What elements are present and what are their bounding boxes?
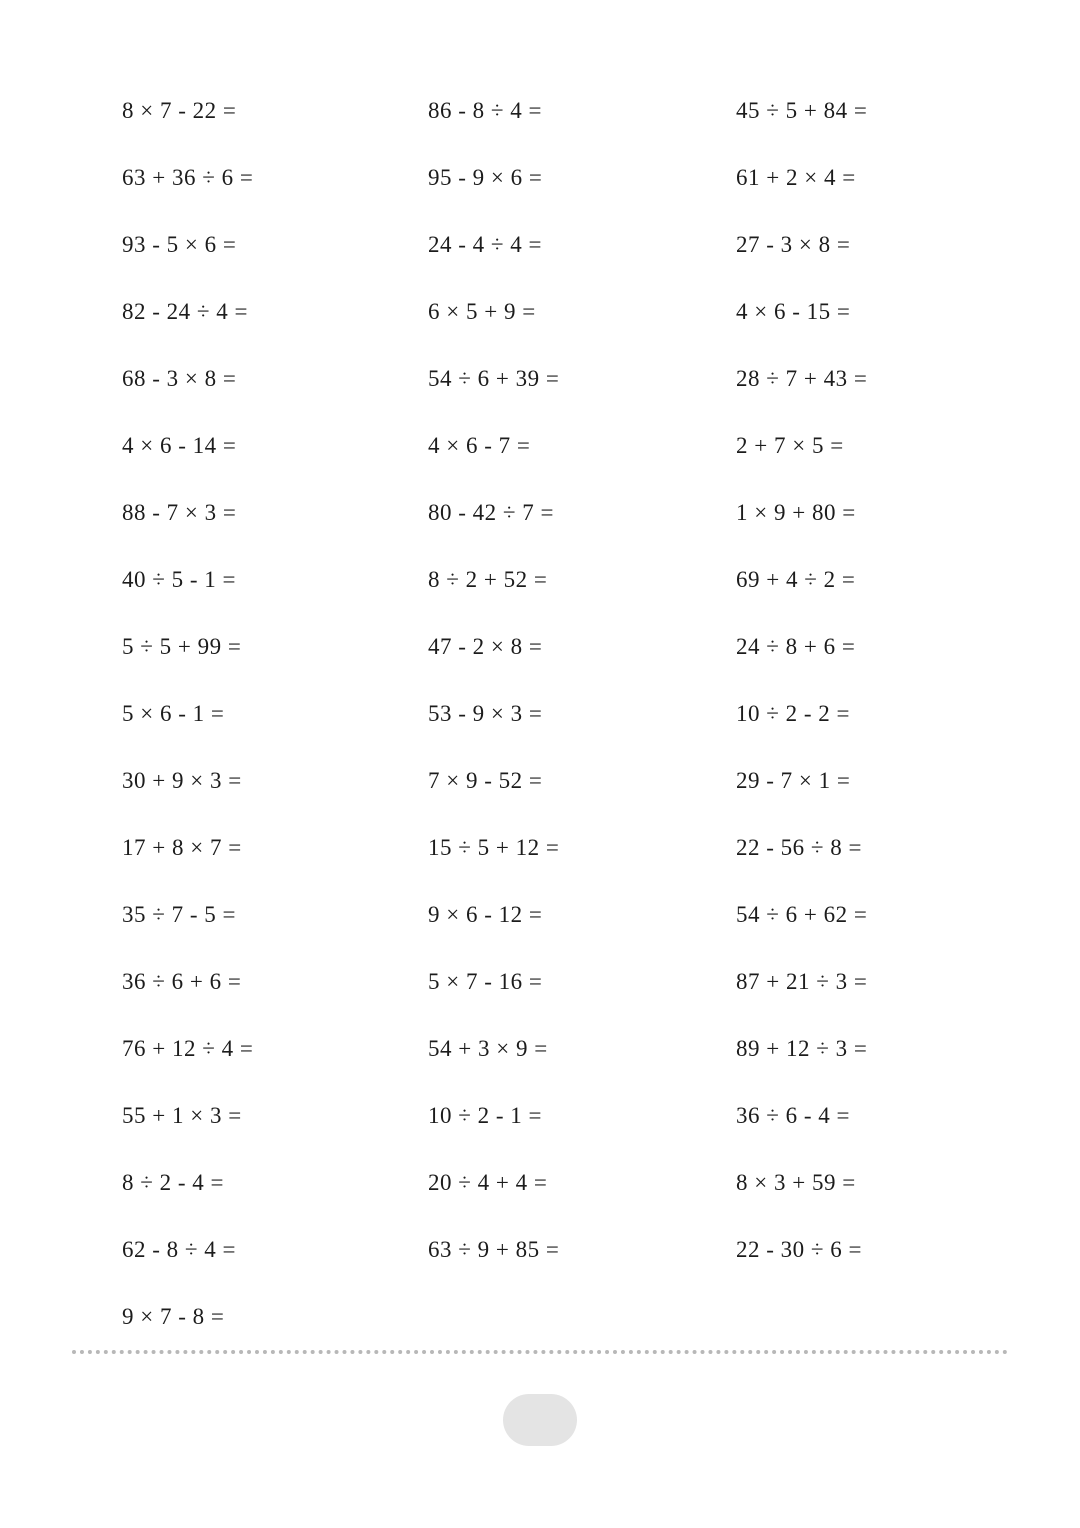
problem: 36 ÷ 6 + 6 = (122, 969, 242, 994)
problem: 53 - 9 × 3 = (428, 701, 543, 726)
dotted-divider (72, 1350, 1008, 1354)
problem: 80 - 42 ÷ 7 = (428, 500, 555, 525)
problem: 15 ÷ 5 + 12 = (428, 835, 560, 860)
problem: 30 + 9 × 3 = (122, 768, 242, 793)
problem: 55 + 1 × 3 = (122, 1103, 242, 1128)
problem: 68 - 3 × 8 = (122, 366, 237, 391)
problem: 9 × 6 - 12 = (428, 902, 543, 927)
problem: 4 × 6 - 7 = (428, 433, 531, 458)
problem: 20 ÷ 4 + 4 = (428, 1170, 548, 1195)
problem: 5 ÷ 5 + 99 = (122, 634, 242, 659)
problem: 54 + 3 × 9 = (428, 1036, 548, 1061)
problem (428, 1283, 736, 1350)
problem: 69 + 4 ÷ 2 = (736, 567, 856, 592)
problem: 10 ÷ 2 - 1 = (428, 1103, 543, 1128)
problem: 22 - 30 ÷ 6 = (736, 1237, 863, 1262)
problem: 62 - 8 ÷ 4 = (122, 1237, 237, 1262)
footer-pill-button[interactable] (503, 1394, 577, 1446)
problem: 28 ÷ 7 + 43 = (736, 366, 868, 391)
problem: 8 × 7 - 22 = (122, 98, 237, 123)
problem: 93 - 5 × 6 = (122, 232, 237, 257)
problem: 47 - 2 × 8 = (428, 634, 543, 659)
problem: 86 - 8 ÷ 4 = (428, 98, 543, 123)
problem: 95 - 9 × 6 = (428, 165, 543, 190)
problem: 82 - 24 ÷ 4 = (122, 299, 249, 324)
problem: 54 ÷ 6 + 39 = (428, 366, 560, 391)
problem: 4 × 6 - 15 = (736, 299, 851, 324)
problem: 7 × 9 - 52 = (428, 768, 543, 793)
problem: 35 ÷ 7 - 5 = (122, 902, 237, 927)
problem: 8 × 3 + 59 = (736, 1170, 856, 1195)
problem: 36 ÷ 6 - 4 = (736, 1103, 851, 1128)
problem: 54 ÷ 6 + 62 = (736, 902, 868, 927)
problem: 4 × 6 - 14 = (122, 433, 237, 458)
problem: 8 ÷ 2 + 52 = (428, 567, 548, 592)
problem: 6 × 5 + 9 = (428, 299, 536, 324)
problem: 10 ÷ 2 - 2 = (736, 701, 851, 726)
problem: 61 + 2 × 4 = (736, 165, 856, 190)
problem (736, 1283, 1062, 1350)
problem: 63 ÷ 9 + 85 = (428, 1237, 560, 1262)
problem: 24 ÷ 8 + 6 = (736, 634, 856, 659)
problem: 5 × 6 - 1 = (122, 701, 225, 726)
problem: 9 × 7 - 8 = (122, 1304, 225, 1329)
problem: 1 × 9 + 80 = (736, 500, 856, 525)
problem: 45 ÷ 5 + 84 = (736, 98, 868, 123)
problem: 76 + 12 ÷ 4 = (122, 1036, 254, 1061)
problem: 29 - 7 × 1 = (736, 768, 851, 793)
problem: 63 + 36 ÷ 6 = (122, 165, 254, 190)
problem: 2 + 7 × 5 = (736, 433, 844, 458)
problem: 40 ÷ 5 - 1 = (122, 567, 237, 592)
problem: 24 - 4 ÷ 4 = (428, 232, 543, 257)
problem: 87 + 21 ÷ 3 = (736, 969, 868, 994)
problem: 5 × 7 - 16 = (428, 969, 543, 994)
problem: 88 - 7 × 3 = (122, 500, 237, 525)
problem-grid (122, 77, 1062, 1350)
problem: 22 - 56 ÷ 8 = (736, 835, 863, 860)
problem: 27 - 3 × 8 = (736, 232, 851, 257)
problem: 8 ÷ 2 - 4 = (122, 1170, 225, 1195)
problem: 89 + 12 ÷ 3 = (736, 1036, 868, 1061)
problem: 17 + 8 × 7 = (122, 835, 242, 860)
